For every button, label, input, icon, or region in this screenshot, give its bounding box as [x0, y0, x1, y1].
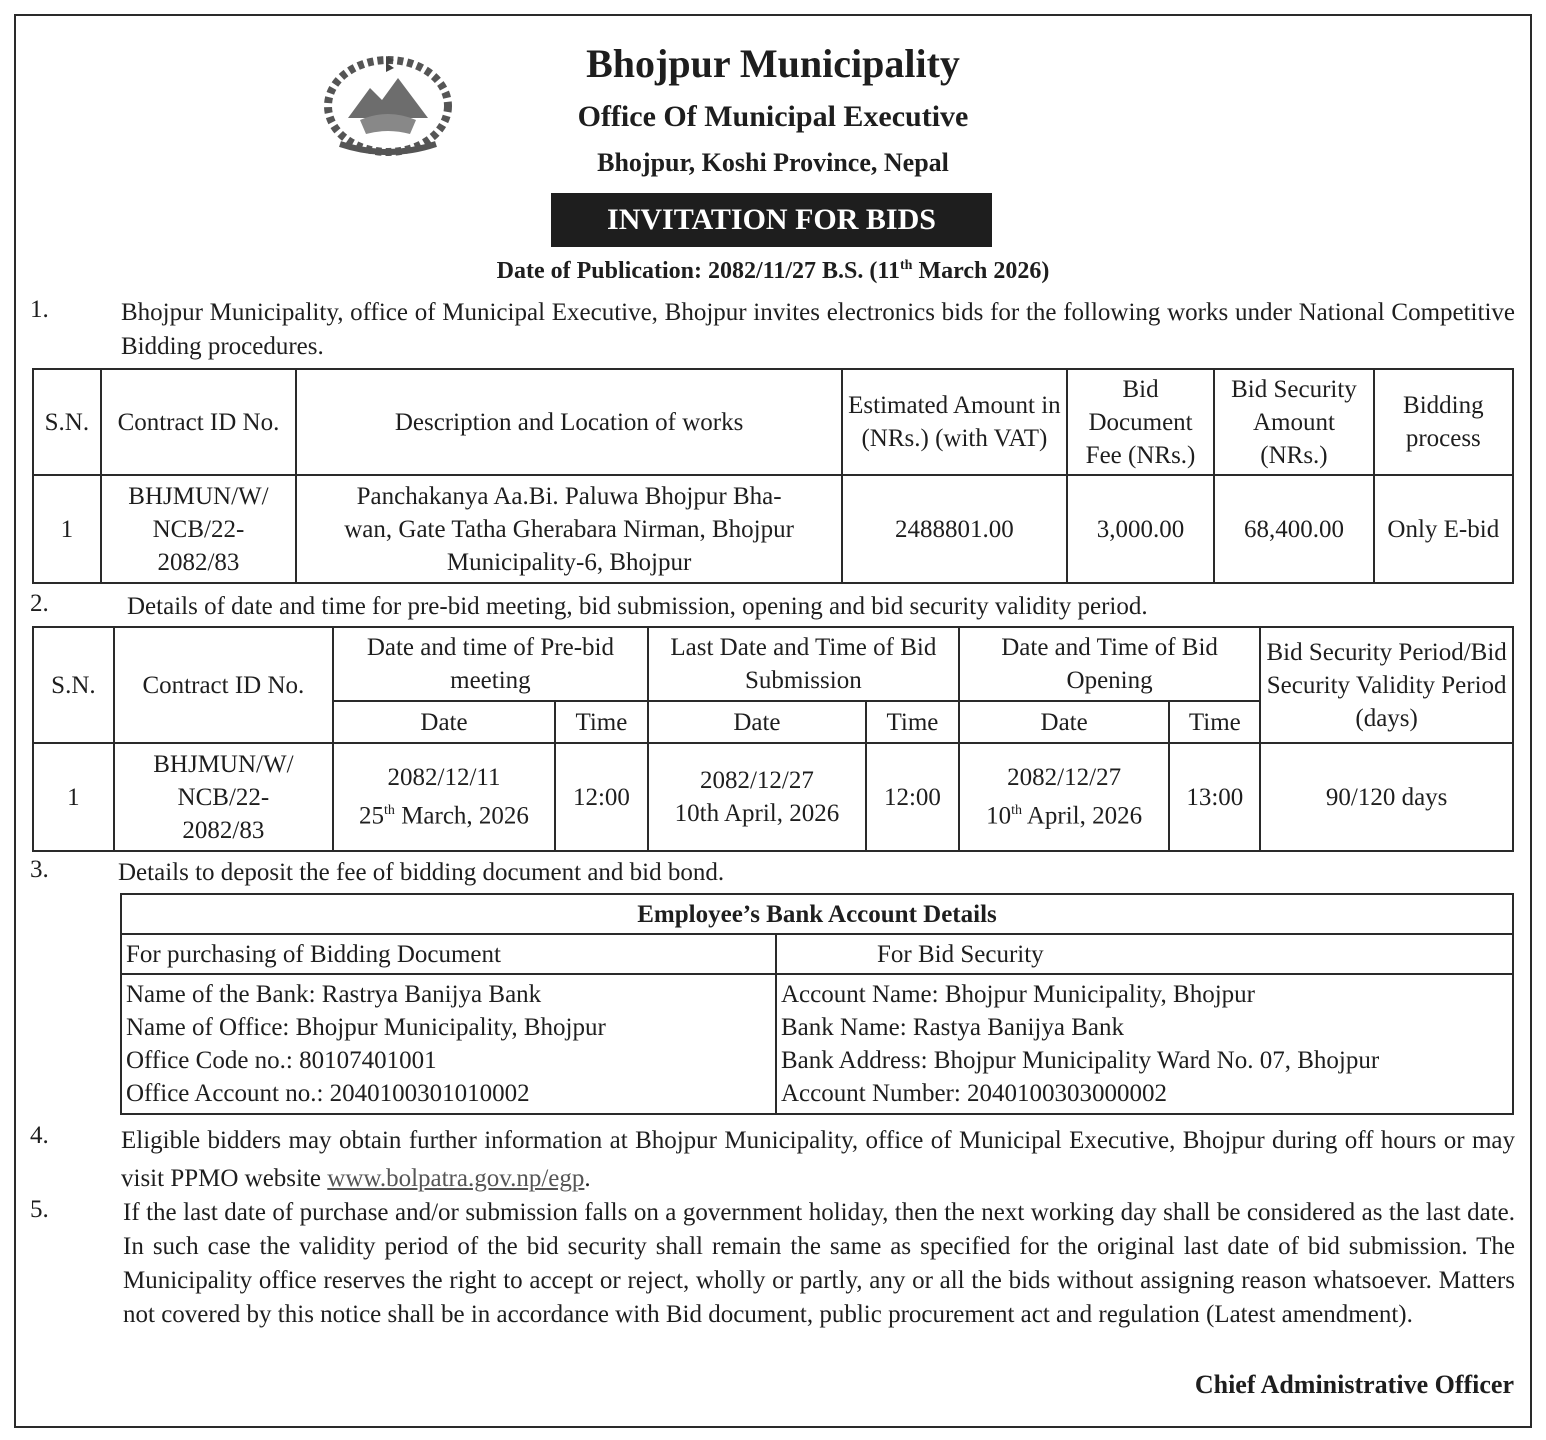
col-bidding-process: Bidding process — [1374, 369, 1513, 475]
cell-submission-date — [648, 743, 866, 851]
section-4-body: Eligible bidders may obtain further information at Bhojpur Municipality, office of Municipal Executive, Bhojpur during off hours or may visit PPMO website — [121, 1127, 1515, 1192]
cell-prebid-date — [333, 743, 555, 851]
notice-banner: INVITATION FOR BIDS — [551, 193, 992, 247]
description-line: Municipality-6, Bhojpur — [446, 548, 692, 576]
bank-details-table — [120, 893, 1514, 1115]
section-3-text: Details to deposit the fee of bidding document and bid bond. — [118, 859, 725, 886]
cell-sn: 1 — [33, 475, 101, 583]
works-table-header — [33, 369, 1513, 475]
col-opening-date: Date — [959, 701, 1170, 743]
bank-address-line: Bank Address: Bhojpur Municipality Ward No. 07, Bhojpur — [781, 1047, 1380, 1074]
col-contract-id: Contract ID No. — [101, 369, 296, 475]
col-opening-time: Time — [1169, 701, 1260, 743]
col-prebid-time: Time — [555, 701, 648, 743]
date-rest: March, 2026 — [394, 802, 529, 830]
contract-id-line: 2082/83 — [182, 816, 265, 844]
opening-date-bs: 2082/12/27 — [1007, 764, 1122, 792]
office-address: Bhojpur, Koshi Province, Nepal — [597, 148, 949, 177]
col-bidding-document: For purchasing of Bidding Document — [121, 934, 776, 974]
col-prebid-date: Date — [333, 701, 555, 743]
section-2-text: Details of date and time for pre-bid meeting, bid submission, opening and bid security validity period. — [127, 593, 1148, 620]
cell-sn: 1 — [33, 743, 114, 851]
section-4-end: . — [584, 1165, 591, 1192]
col-bid-security: For Bid Security — [776, 934, 1513, 974]
section-1-text: Bhojpur Municipality, office of Municipal Executive, Bhojpur invites electronics bids for the following works under National Competitive Bidding procedures. — [121, 299, 1515, 360]
cell-description — [296, 475, 842, 583]
office-code-line: Office Code no.: 80107401001 — [126, 1047, 437, 1074]
prebid-date-bs: 2082/12/11 — [387, 764, 501, 792]
office-account-line: Office Account no.: 2040100301010002 — [126, 1080, 530, 1107]
col-validity: Bid Security Period/Bid Security Validity Period (days) — [1260, 627, 1513, 743]
cell-contract-id — [101, 475, 296, 583]
bank-table-title-row — [121, 894, 1513, 934]
table-row — [33, 475, 1513, 583]
col-doc-fee: Bid Document Fee (NRs.) — [1067, 369, 1215, 475]
col-prebid: Date and time of Pre-bid meeting — [333, 627, 648, 701]
col-description: Description and Location of works — [296, 369, 842, 475]
col-contract-id: Contract ID No. — [114, 627, 333, 743]
cell-doc-fee: 3,000.00 — [1067, 475, 1215, 583]
cell-bidding-document-details — [121, 974, 776, 1114]
contract-id-line: 2082/83 — [157, 548, 240, 576]
signature: Chief Administrative Officer — [1194, 1370, 1514, 1399]
col-opening: Date and Time of Bid Opening — [959, 627, 1260, 701]
schedule-table — [32, 626, 1514, 852]
cell-estimated-amount: 2488801.00 — [842, 475, 1067, 583]
pub-date-text: Date of Publication: 2082/11/27 B.S. (11 — [496, 258, 901, 284]
contract-id-line: BHJMUN/W/ — [128, 482, 269, 510]
date-sup: th — [384, 803, 395, 819]
col-sn: S.N. — [33, 627, 114, 743]
section-4-number: 4. — [30, 1122, 49, 1149]
bank-table-header-row — [121, 934, 1513, 974]
cell-bid-security-details — [776, 974, 1513, 1114]
table-row — [33, 743, 1513, 851]
municipality-title: Bhojpur Municipality — [586, 41, 960, 86]
submission-date-ad: 10th April, 2026 — [674, 800, 840, 827]
submission-date-bs: 2082/12/27 — [699, 767, 814, 794]
contract-id-line: BHJMUN/W/ — [153, 750, 294, 778]
col-security-amount: Bid Security Amount (NRs.) — [1214, 369, 1373, 475]
office-title: Office Of Municipal Executive — [577, 100, 969, 133]
cell-opening-time: 13:00 — [1169, 743, 1260, 851]
description-line: wan, Gate Tatha Gherabara Nirman, Bhojpur — [344, 515, 794, 543]
contract-id-line: NCB/22- — [177, 783, 270, 811]
date-rest: April, 2026 — [1021, 802, 1143, 830]
ppmo-website-link[interactable]: www.bolpatra.gov.np/egp — [327, 1165, 585, 1192]
date-day: 10 — [986, 802, 1012, 830]
cell-submission-time: 12:00 — [866, 743, 959, 851]
col-sn: S.N. — [33, 369, 101, 475]
cell-contract-id — [114, 743, 333, 851]
section-3-number: 3. — [30, 856, 49, 883]
section-2-number: 2. — [30, 590, 49, 617]
publication-date — [0, 258, 1546, 285]
bank-name-line: Bank Name: Rastya Banijya Bank — [781, 1014, 1124, 1041]
date-sup: th — [1011, 803, 1022, 819]
cell-prebid-time: 12:00 — [555, 743, 648, 851]
bank-table-title: Employee’s Bank Account Details — [121, 894, 1513, 934]
col-submission-date: Date — [648, 701, 866, 743]
prebid-date-ad — [336, 794, 552, 832]
contract-id-line: NCB/22- — [152, 515, 245, 543]
table-row — [121, 974, 1513, 1114]
section-1-number: 1. — [30, 296, 49, 323]
section-5-number: 5. — [30, 1196, 49, 1223]
col-estimated-amount: Estimated Amount in (NRs.) (with VAT) — [842, 369, 1067, 475]
cell-opening-date — [959, 743, 1170, 851]
pub-date-suffix: March 2026) — [912, 258, 1050, 284]
date-day: 25 — [359, 802, 385, 830]
bank-name-line: Name of the Bank: Rastrya Banijya Bank — [126, 981, 542, 1008]
description-line: Panchakanya Aa.Bi. Paluwa Bhojpur Bha- — [356, 482, 782, 510]
office-name-line: Name of Office: Bhojpur Municipality, Bhojpur — [126, 1014, 606, 1041]
col-submission-time: Time — [866, 701, 959, 743]
cell-validity: 90/120 days — [1260, 743, 1513, 851]
cell-bidding-process: Only E-bid — [1374, 475, 1513, 583]
pub-date-sup: th — [900, 258, 913, 273]
account-name-line: Account Name: Bhojpur Municipality, Bhojpur — [781, 981, 1255, 1008]
account-number-line: Account Number: 2040100303000002 — [781, 1080, 1168, 1107]
works-table — [32, 368, 1514, 584]
schedule-header-row — [33, 627, 1513, 701]
cell-security-amount: 68,400.00 — [1214, 475, 1373, 583]
opening-date-ad — [962, 794, 1167, 832]
section-5-text: If the last date of purchase and/or submission falls on a government holiday, then the next working day shall be considered as the last date. In such case the validity period of the bid security shall remain the same as specified for the original last date of bid submission. The Municipality office reserves the right to accept or reject, wholly or partly, any or all the bids without assigning reason whatsoever. Matters not covered by this notice shall be in accordance with Bid document, public procurement act and regulation (Latest amendment). — [123, 1199, 1515, 1328]
section-4-text — [121, 1122, 1515, 1198]
col-submission: Last Date and Time of Bid Submission — [648, 627, 959, 701]
